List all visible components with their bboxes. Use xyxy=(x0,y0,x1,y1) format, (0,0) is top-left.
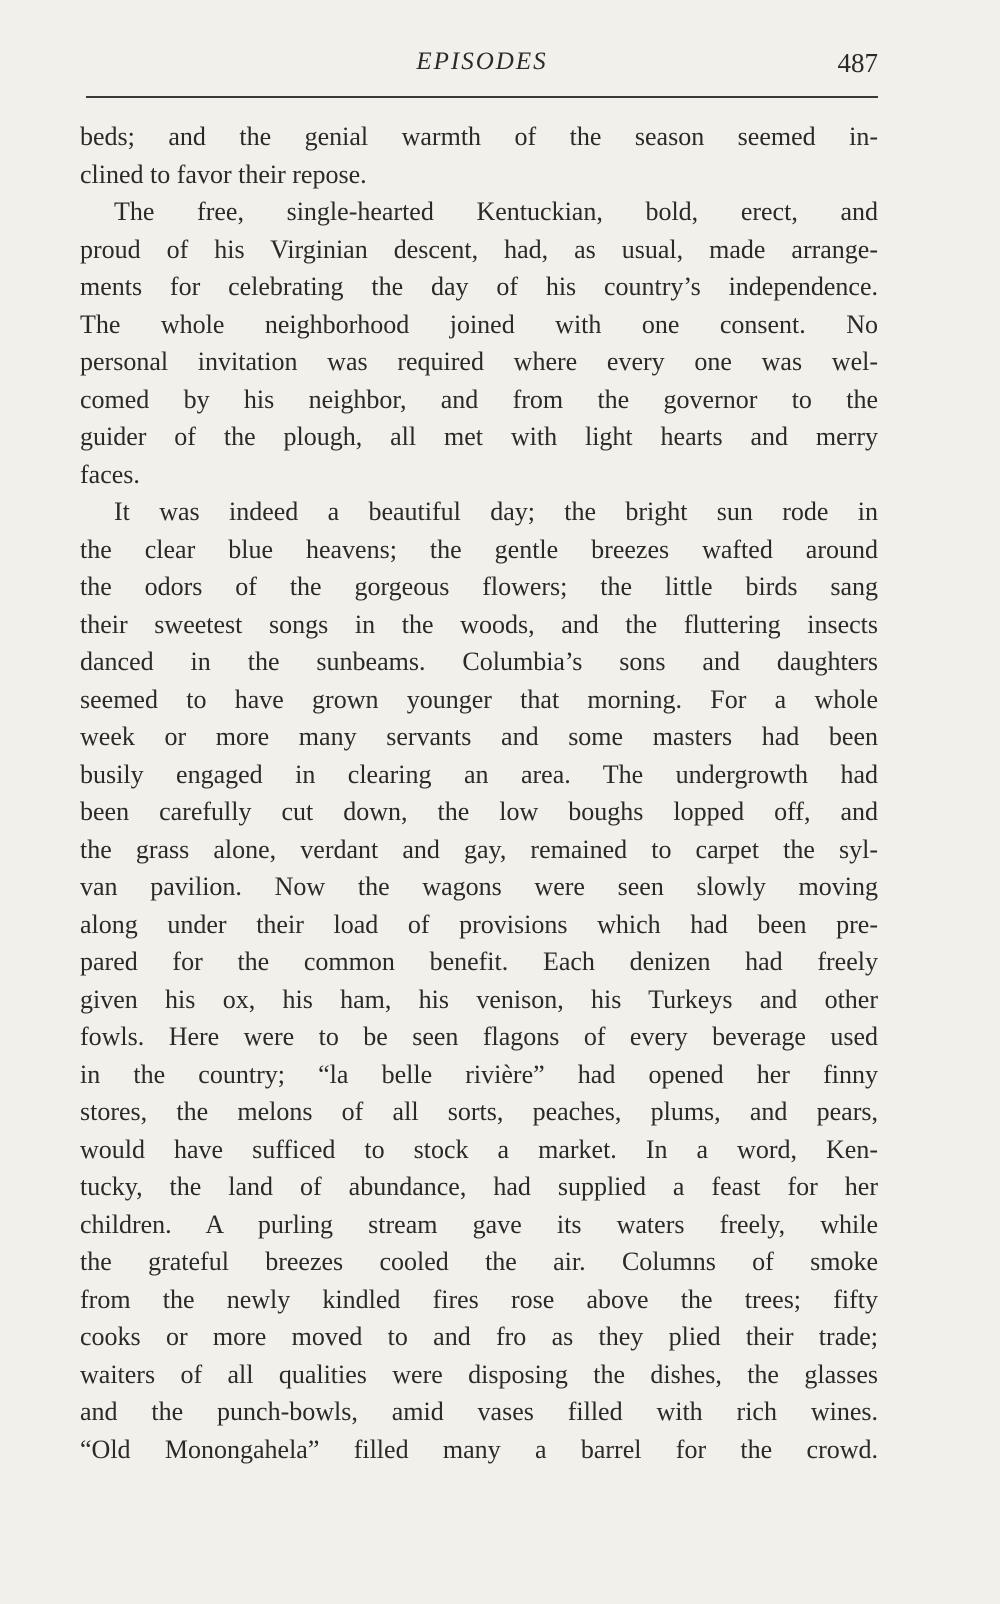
text-line: The free, single-hearted Kentuckian, bold, erect, and xyxy=(114,197,878,226)
text-line: pared for the common benefit. Each denizen had freely xyxy=(80,947,878,976)
running-head xyxy=(86,46,878,86)
text-line: comed by his neighbor, and from the governor to the xyxy=(80,384,878,414)
text-line: in the country; “la belle rivière” had opened her finny xyxy=(80,1059,878,1089)
text-line: beds; and the genial warmth of the season seemed in- xyxy=(80,122,878,151)
running-head-title: EPISODES xyxy=(416,48,548,75)
text-line: the grass alone, verdant and gay, remained to carpet the syl- xyxy=(80,834,878,864)
text-line: their sweetest songs in the woods, and the fluttering insects xyxy=(80,609,878,639)
text-line: The whole neighborhood joined with one consent. No xyxy=(80,309,878,339)
text-line: from the newly kindled fires rose above the trees; fifty xyxy=(80,1284,878,1314)
text-line: faces. xyxy=(80,459,140,489)
text-line: fowls. Here were to be seen flagons of every beverage used xyxy=(80,1022,878,1051)
text-line: clined to favor their repose. xyxy=(80,159,367,189)
text-line: along under their load of provisions which had been pre- xyxy=(80,909,878,939)
text-line: tucky, the land of abundance, had supplied a feast for her xyxy=(80,1172,878,1201)
text-line: been carefully cut down, the low boughs lopped off, and xyxy=(80,797,878,826)
text-line: ments for celebrating the day of his country’s independence. xyxy=(80,272,878,301)
text-line: given his ox, his ham, his venison, his Turkeys and other xyxy=(80,984,878,1014)
text-line: would have sufficed to stock a market. In a word, Ken- xyxy=(80,1134,878,1164)
text-line: proud of his Virginian descent, had, as usual, made arrange- xyxy=(80,234,878,264)
text-line: waiters of all qualities were disposing the dishes, the glasses xyxy=(80,1359,878,1389)
text-line: personal invitation was required where every one was wel- xyxy=(80,347,878,376)
text-line: the odors of the gorgeous flowers; the little birds sang xyxy=(80,572,878,601)
text-line: stores, the melons of all sorts, peaches, plums, and pears, xyxy=(80,1097,878,1126)
text-line: guider of the plough, all met with light hearts and merry xyxy=(80,422,878,451)
header-rule xyxy=(86,96,878,98)
page-number: 487 xyxy=(837,48,878,78)
text-line: “Old Monongahela” filled many a barrel for the crowd. xyxy=(80,1434,878,1464)
text-line: and the punch-bowls, amid vases filled with rich wines. xyxy=(80,1397,878,1426)
text-line: busily engaged in clearing an area. The undergrowth had xyxy=(80,759,878,789)
body-text xyxy=(80,118,878,1468)
text-line: It was indeed a beautiful day; the bright sun rode in xyxy=(114,497,878,526)
text-line: cooks or more moved to and fro as they plied their trade; xyxy=(80,1322,878,1351)
text-line: week or more many servants and some masters had been xyxy=(80,722,878,751)
text-line: danced in the sunbeams. Columbia’s sons and daughters xyxy=(80,647,878,676)
text-line: the clear blue heavens; the gentle breezes wafted around xyxy=(80,534,878,564)
text-line: the grateful breezes cooled the air. Columns of smoke xyxy=(80,1247,878,1276)
text-line: van pavilion. Now the wagons were seen slowly moving xyxy=(80,872,878,901)
text-line: seemed to have grown younger that morning. For a whole xyxy=(80,684,878,714)
text-line: children. A purling stream gave its waters freely, while xyxy=(80,1209,878,1239)
